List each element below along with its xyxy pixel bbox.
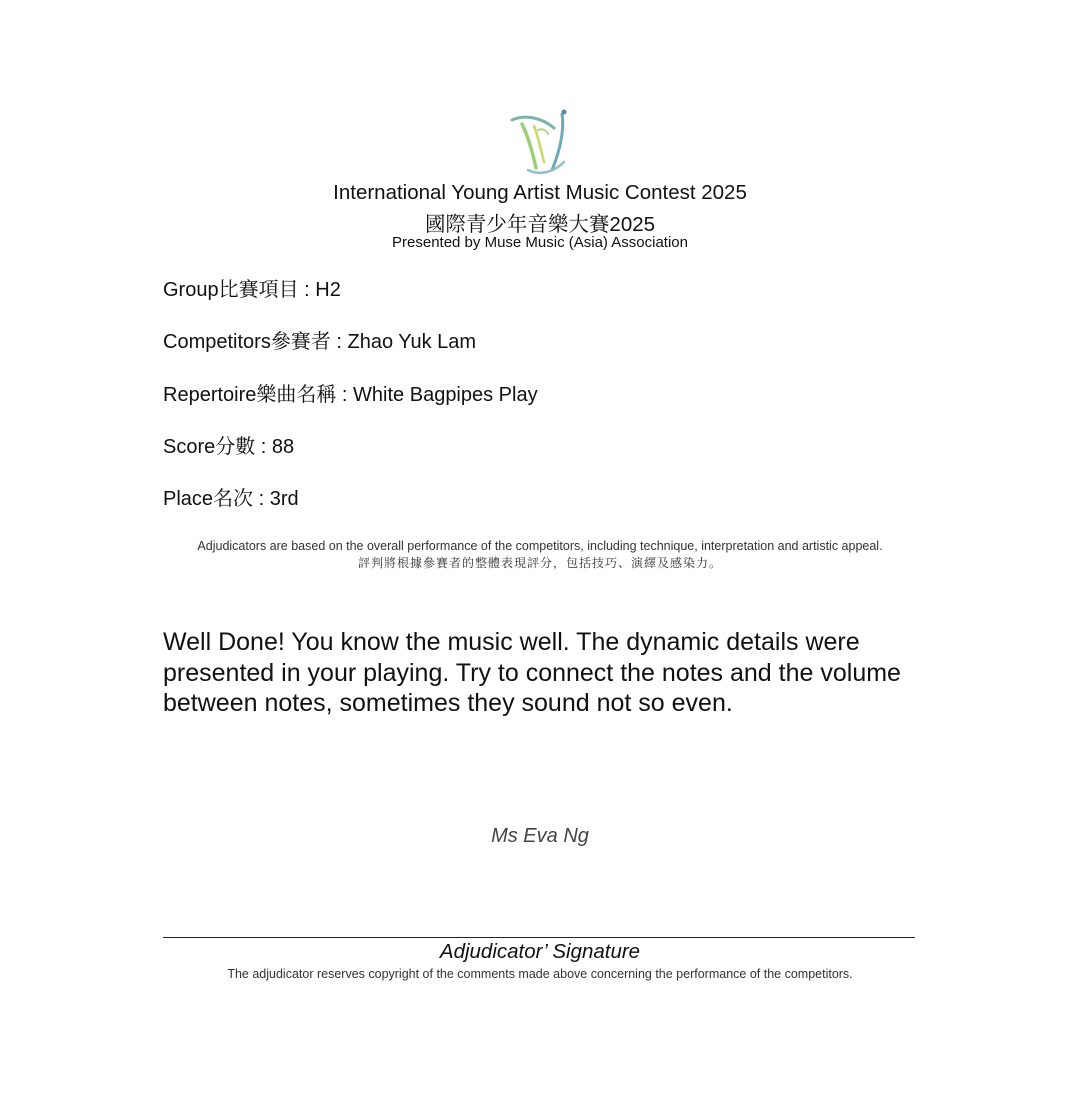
- repertoire-field: Repertoire樂曲名稱 : White Bagpipes Play: [163, 384, 538, 406]
- judging-note-en: Adjudicators are based on the overall performance of the competitors, including technique, interpretation and artistic appeal.: [197, 539, 883, 553]
- competitor-field: Competitors參賽者 : Zhao Yuk Lam: [163, 331, 477, 353]
- adjudicator-comments: Well Done! You know the music well. The dynamic details were presented in your playing. Try to connect the notes and the volume between notes, sometimes they sound not so even.: [163, 628, 901, 717]
- contest-title-zh: 國際青少年音樂大賽2025: [424, 213, 656, 236]
- adjudicator-name: Ms Eva Ng: [491, 825, 589, 847]
- score-field: Score分數 : 88: [163, 436, 295, 458]
- group-field: Group比賽項目 : H2: [163, 279, 341, 301]
- contest-title-en: International Young Artist Music Contest 2025: [333, 181, 747, 204]
- presenter-line: Presented by Muse Music (Asia) Association: [392, 234, 688, 251]
- judging-note-zh: 評判將根據參賽者的整體表現評分，包括技巧、演繹及感染力。: [357, 556, 722, 570]
- signature-label: Adjudicator’ Signature: [439, 940, 641, 963]
- muse-harp-logo-icon: [504, 106, 576, 178]
- place-field: Place名次 : 3rd: [163, 488, 299, 510]
- copyright-note: The adjudicator reserves copyright of the comments made above concerning the performance of the competitors.: [227, 967, 853, 981]
- signature-line: [163, 937, 915, 938]
